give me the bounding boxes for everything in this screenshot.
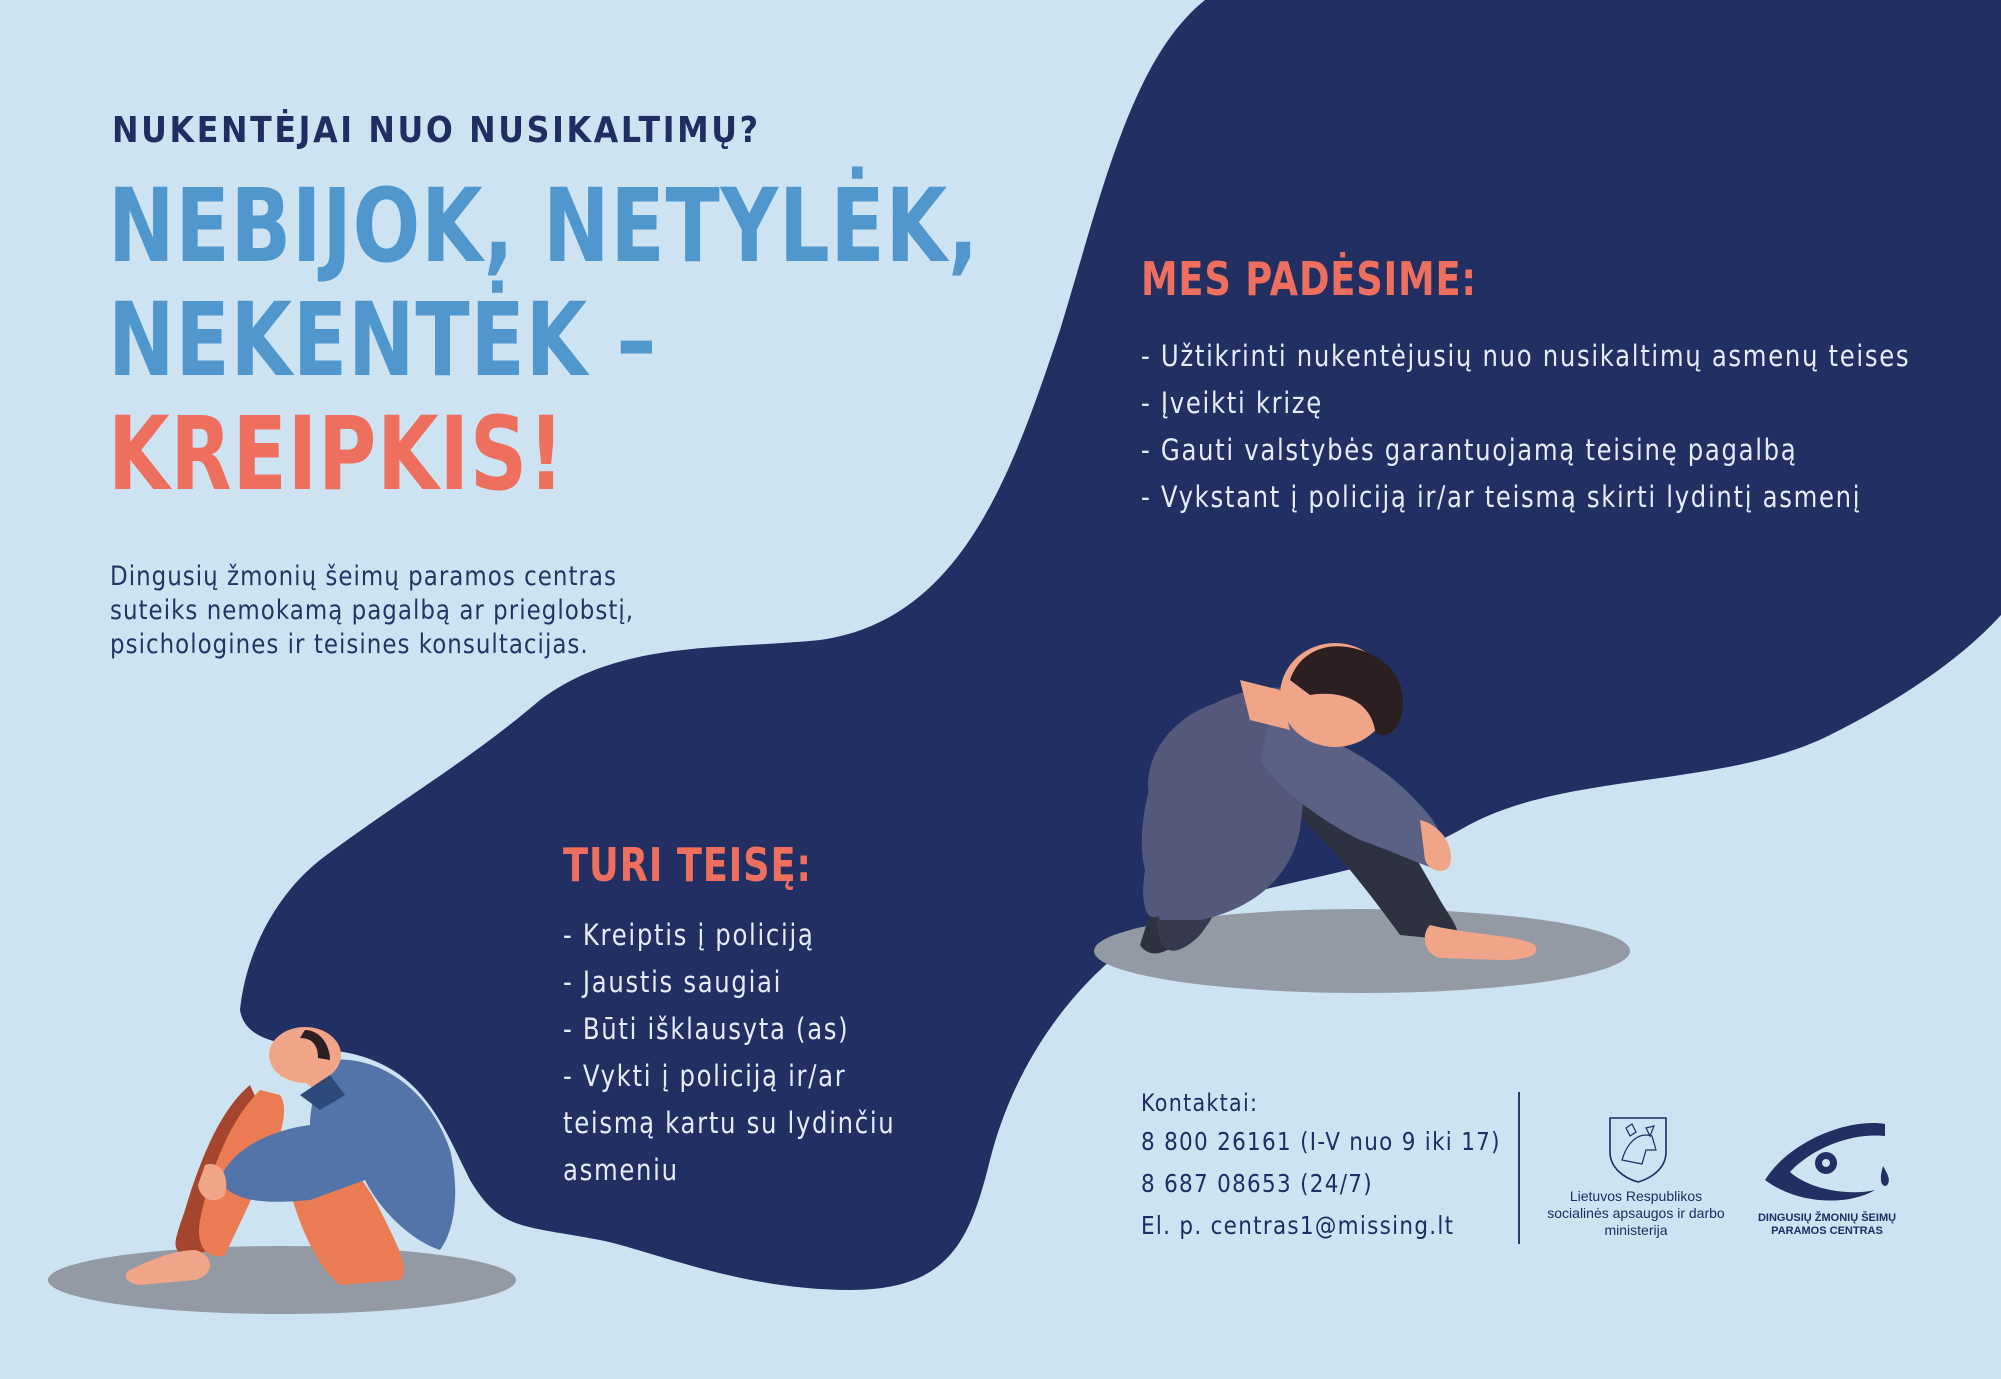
phone-24-7[interactable]: 8 687 08653 (24/7) [1141, 1169, 1373, 1198]
rights-list-item: - Kreiptis į policiją [563, 918, 815, 952]
rights-list-item: - Būti išklausyta (as) [563, 1012, 850, 1046]
help-list-item: - Gauti valstybės garantuojamą teisinę pagalbą [1141, 433, 1798, 467]
centre-name-line-1: DINGUSIŲ ŽMONIŲ ŠEIMŲ [1757, 1212, 1897, 1224]
email-contact[interactable]: El. p. centras1@missing.lt [1141, 1211, 1455, 1240]
headline-line-1: NEBIJOK, NETYLĖK, [108, 167, 979, 286]
centre-name-line-2: PARAMOS CENTRAS [1771, 1225, 1883, 1237]
ministry-name: Lietuvos Respublikos socialinės apsaugos ir darbo ministerija [1547, 1188, 1725, 1238]
phone-hotline[interactable]: 8 800 26161 (I-V nuo 9 iki 17) [1141, 1127, 1501, 1156]
help-list-item: - Įveikti krizę [1141, 386, 1323, 420]
rights-section-title: TURI TEISĘ: [563, 838, 812, 892]
eyebrow-question: NUKENTĖJAI NUO NUSIKALTIMŲ? [112, 110, 761, 151]
rights-list-item: - Vykti į policiją ir/ar teismą kartu su lydinčiu asmeniu [563, 1059, 896, 1187]
headline-line-2: NEKENTĖK – [108, 281, 658, 400]
help-section-title: MES PADĖSIME: [1141, 252, 1477, 306]
headline-line-3: KREIPKIS! [108, 395, 566, 514]
rights-list-item: - Jaustis saugiai [563, 965, 783, 999]
help-list-item: - Vykstant į policiją ir/ar teismą skirti lydintį asmenį [1141, 480, 1862, 514]
help-list-item: - Užtikrinti nukentėjusių nuo nusikaltimų asmenų teises [1141, 339, 1911, 373]
centre-name [1752, 1212, 1902, 1238]
intro-paragraph: Dingusių žmonių šeimų paramos centras suteiks nemokamą pagalbą ar prieglobstį, psichologines ir teisines konsultacijas. [110, 561, 635, 660]
contacts-label: Kontaktai: [1141, 1089, 1259, 1117]
